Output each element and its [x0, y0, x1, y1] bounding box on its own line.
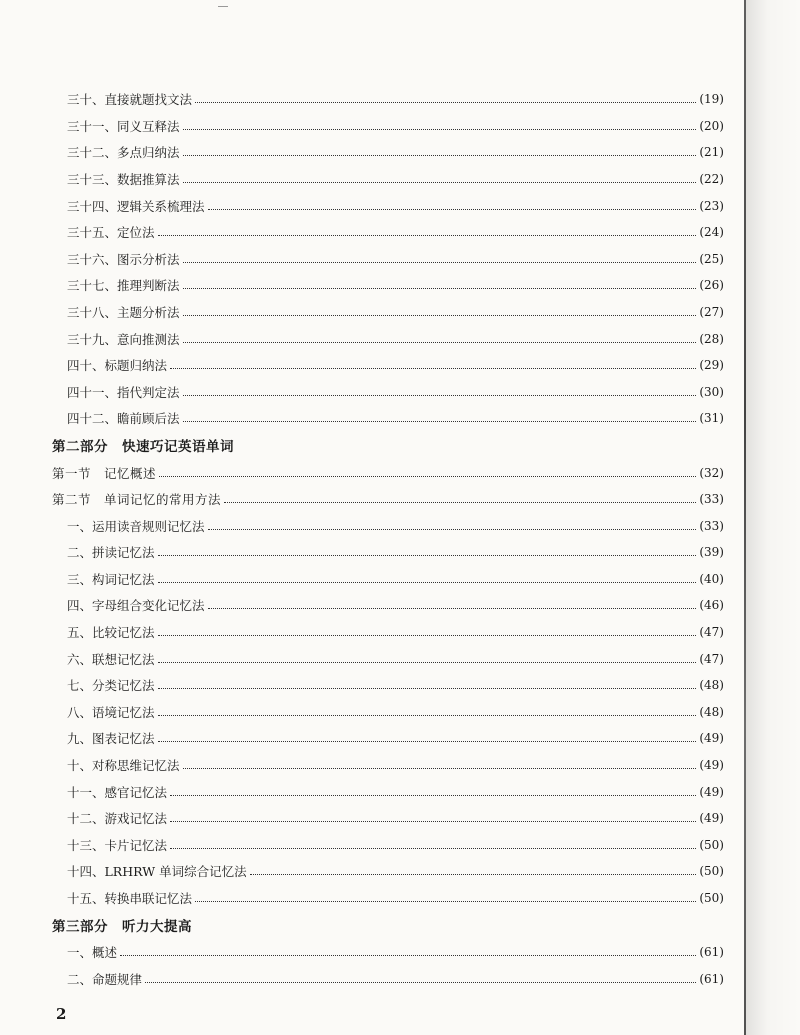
toc-entry-page: (47): [699, 625, 724, 640]
toc-entry: [52, 325, 724, 352]
toc-entry: [52, 699, 724, 726]
toc-entry: [52, 725, 724, 752]
section-title: 听力大提高: [122, 919, 192, 936]
dot-leader: [183, 767, 697, 769]
toc-entry-page: (23): [699, 198, 724, 213]
dot-leader: [183, 154, 697, 156]
toc-entry: [52, 805, 724, 832]
dot-leader: [120, 954, 696, 956]
dot-leader: [170, 794, 696, 796]
dot-leader: [195, 900, 696, 902]
dot-leader: [250, 873, 697, 875]
toc-entry-page: (26): [699, 278, 724, 293]
toc-entry-title: 三十八、主题分析法: [67, 305, 180, 321]
toc-entry-title: 十三、卡片记忆法: [67, 837, 168, 853]
toc-entry: [52, 192, 724, 219]
toc-entry: [52, 619, 724, 646]
dot-leader: [208, 607, 697, 609]
dot-leader: [158, 714, 697, 716]
page-number: 2: [56, 1005, 67, 1023]
toc-entry-page: (33): [699, 492, 724, 507]
toc-entry-page: (49): [699, 784, 724, 799]
toc-entry: [52, 592, 724, 619]
toc-entry-title: 六、联想记忆法: [67, 651, 155, 667]
dot-leader: [158, 554, 697, 556]
toc-entry: [52, 299, 724, 326]
toc-entry: [52, 832, 724, 859]
toc-entry-page: (22): [699, 172, 724, 187]
toc-entry: [52, 778, 724, 805]
toc-entry-title: 三、构词记忆法: [67, 571, 155, 587]
dot-leader: [183, 181, 697, 183]
toc-entry-title: 三十五、定位法: [67, 225, 155, 241]
toc-chapter-entry: [52, 486, 724, 513]
toc-entry-title: 第二节 单词记忆的常用方法: [52, 492, 222, 508]
dot-leader: [224, 501, 696, 503]
toc-entry-title: 四十二、瞻前顾后法: [67, 411, 180, 427]
toc-entry: [52, 752, 724, 779]
dot-leader: [158, 634, 697, 636]
toc-entry: [52, 672, 724, 699]
toc-entry-page: (21): [699, 145, 724, 160]
section-label: 第二部分: [52, 439, 108, 456]
dot-leader: [183, 420, 697, 422]
dot-leader: [183, 261, 697, 263]
toc-entry-page: (47): [699, 651, 724, 666]
toc-section-heading: [52, 911, 724, 939]
toc-entry-page: (20): [699, 118, 724, 133]
toc-entry-title: 四十、标题归纳法: [67, 358, 168, 374]
toc-entry-title: 五、比较记忆法: [67, 625, 155, 641]
toc-entry-title: 十二、游戏记忆法: [67, 811, 168, 827]
toc-entry-page: (32): [699, 465, 724, 480]
toc-entry-page: (50): [699, 864, 724, 879]
toc-entry: [52, 858, 724, 885]
dot-leader: [195, 101, 696, 103]
dot-leader: [159, 475, 696, 477]
toc-entry: [52, 352, 724, 379]
toc-entry-page: (40): [699, 571, 724, 586]
toc-entry-title: 十四、LRHRW 单词综合记忆法: [67, 864, 247, 880]
toc-entry: [52, 405, 724, 432]
dot-leader: [208, 528, 697, 530]
toc-entry: [52, 86, 724, 113]
dot-leader: [158, 687, 697, 689]
toc-entry-title: 第一节 记忆概述: [52, 465, 157, 481]
toc-entry-title: 三十二、多点归纳法: [67, 145, 180, 161]
toc-entry: [52, 139, 724, 166]
toc-entry-title: 十五、转换串联记忆法: [67, 891, 193, 907]
section-label: 第三部分: [52, 919, 108, 936]
toc-entry-title: 三十七、推理判断法: [67, 278, 180, 294]
toc-entry-title: 九、图表记忆法: [67, 731, 155, 747]
toc-entry: [52, 539, 724, 566]
toc-entry-title: 二、拼读记忆法: [67, 545, 155, 561]
toc-entry-page: (27): [699, 305, 724, 320]
toc-entry-page: (24): [699, 225, 724, 240]
toc-entry-page: (49): [699, 811, 724, 826]
toc-entry-title: 四、字母组合变化记忆法: [67, 598, 205, 614]
toc-entry-page: (29): [699, 358, 724, 373]
toc-chapter-entry: [52, 459, 724, 486]
dot-leader: [170, 367, 696, 369]
dot-leader: [158, 234, 697, 236]
toc-entry: [52, 939, 724, 966]
toc-entry-page: (48): [699, 678, 724, 693]
toc-entry: [52, 166, 724, 193]
toc-entry-page: (50): [699, 837, 724, 852]
binding-edge: [744, 0, 746, 1035]
binding-shadow: [746, 0, 800, 1035]
toc-entry-title: 三十六、图示分析法: [67, 251, 180, 267]
toc-entry-page: (49): [699, 731, 724, 746]
toc-entry: [52, 965, 724, 992]
dot-leader: [183, 287, 697, 289]
toc-entry: [52, 566, 724, 593]
scan-mark: [218, 6, 228, 7]
dot-leader: [183, 128, 697, 130]
toc-entry: [52, 379, 724, 406]
toc-entry: [52, 246, 724, 273]
toc-entry-page: (49): [699, 758, 724, 773]
toc-entry-title: 三十、直接就题找文法: [67, 92, 193, 108]
toc-entry-page: (28): [699, 331, 724, 346]
toc-entry-page: (31): [699, 411, 724, 426]
dot-leader: [170, 847, 696, 849]
toc-entry-page: (50): [699, 891, 724, 906]
dot-leader: [183, 394, 697, 396]
toc-entry-title: 一、概述: [67, 945, 118, 961]
toc-entry-page: (61): [699, 971, 724, 986]
toc-entry-page: (48): [699, 704, 724, 719]
toc-entry-title: 四十一、指代判定法: [67, 384, 180, 400]
toc-entry-title: 三十九、意向推测法: [67, 331, 180, 347]
dot-leader: [158, 581, 697, 583]
toc-entry-title: 七、分类记忆法: [67, 678, 155, 694]
toc-entry: [52, 113, 724, 140]
toc-entry-title: 十一、感官记忆法: [67, 784, 168, 800]
toc-entry-page: (61): [699, 945, 724, 960]
toc-entry-page: (25): [699, 251, 724, 266]
toc-entry-page: (33): [699, 518, 724, 533]
toc-entry-title: 三十一、同义互释法: [67, 118, 180, 134]
dot-leader: [183, 341, 697, 343]
toc-entry-title: 八、语境记忆法: [67, 704, 155, 720]
toc-entry: [52, 219, 724, 246]
toc-entry-title: 十、对称思维记忆法: [67, 758, 180, 774]
toc-entry-page: (46): [699, 598, 724, 613]
dot-leader: [170, 820, 696, 822]
dot-leader: [158, 661, 697, 663]
toc-entry: [52, 645, 724, 672]
toc-entry-title: 三十三、数据推算法: [67, 172, 180, 188]
toc-entry: [52, 272, 724, 299]
toc-entry-page: (39): [699, 545, 724, 560]
toc-entry: [52, 512, 724, 539]
toc-section-heading: [52, 432, 724, 460]
toc-entry-title: 二、命题规律: [67, 971, 143, 987]
toc-entry-page: (19): [699, 92, 724, 107]
toc-entry-title: 三十四、逻辑关系梳理法: [67, 198, 205, 214]
toc-entry-title: 一、运用读音规则记忆法: [67, 518, 205, 534]
dot-leader: [158, 740, 697, 742]
dot-leader: [183, 314, 697, 316]
toc-entry-page: (30): [699, 384, 724, 399]
dot-leader: [145, 981, 696, 983]
dot-leader: [208, 208, 697, 210]
section-title: 快速巧记英语单词: [122, 439, 234, 456]
toc-entry: [52, 885, 724, 912]
table-of-contents: [52, 86, 724, 992]
